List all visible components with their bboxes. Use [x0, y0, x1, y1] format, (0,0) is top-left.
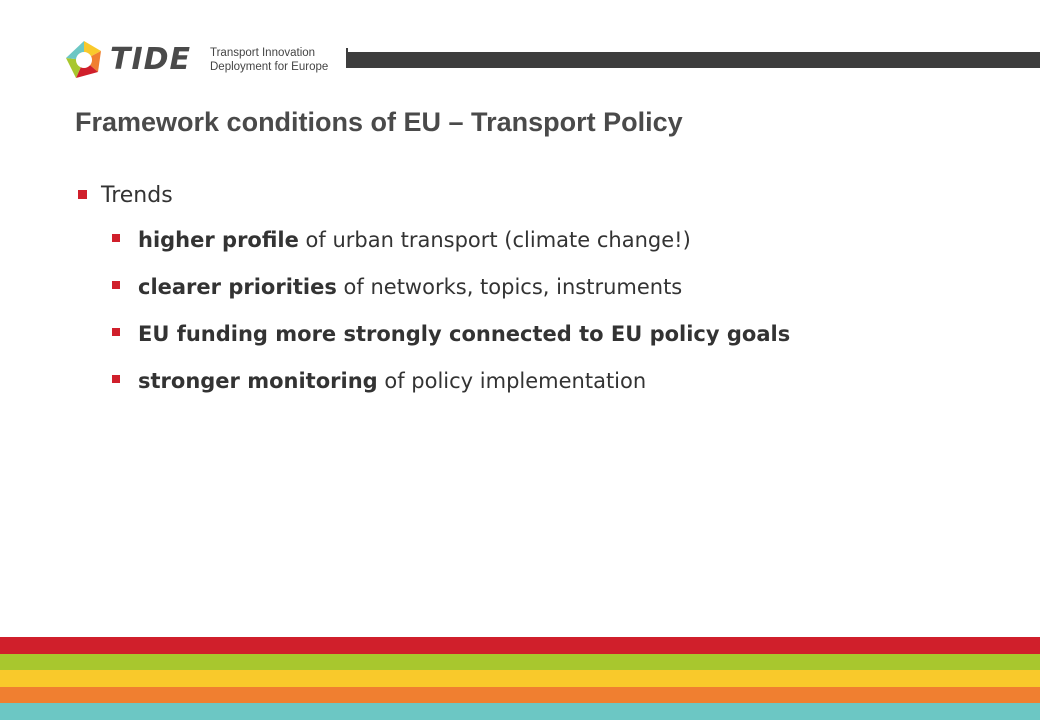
bullet-text: Trends [101, 183, 173, 208]
footer-color-stripes [0, 637, 1040, 720]
bullet-text: of networks, topics, instruments [336, 275, 683, 299]
bullet-bold-text: higher profile [138, 228, 299, 252]
bullet-trends [75, 176, 1015, 220]
square-bullet-icon [112, 234, 120, 242]
logo-tagline-line2: Deployment for Europe [210, 61, 329, 73]
footer-stripe-teal [0, 703, 1040, 720]
bullet-bold-text: clearer priorities [138, 275, 337, 299]
square-bullet-icon [112, 328, 120, 336]
bullet-list [75, 176, 1015, 408]
slide-title: Framework conditions of EU – Transport Policy [75, 107, 683, 137]
sub-bullet-eu-funding [75, 314, 1015, 361]
footer-stripe-green [0, 654, 1040, 671]
bullet-text: of urban transport (climate change!) [298, 228, 691, 252]
footer-stripe-yellow [0, 670, 1040, 687]
tide-logo [62, 38, 352, 82]
bullet-bold-text: EU funding more strongly connected to EU policy goals [138, 322, 791, 346]
bullet-bold-text: stronger monitoring [138, 369, 378, 393]
footer-stripe-red [0, 637, 1040, 654]
sub-bullet-clearer-priorities [75, 267, 1015, 314]
footer-stripe-orange [0, 687, 1040, 704]
sub-bullet-stronger-monitoring [75, 361, 1015, 408]
logo-tagline-line1: Transport Innovation [210, 47, 316, 59]
square-bullet-icon [112, 281, 120, 289]
bullet-text: of policy implementation [377, 369, 647, 393]
logo-tagline [210, 46, 328, 74]
square-bullet-icon [112, 375, 120, 383]
header-bar [346, 52, 1040, 68]
tide-logo-mark-icon [62, 38, 106, 82]
square-bullet-icon [78, 190, 87, 199]
sub-bullet-higher-profile [75, 220, 1015, 267]
logo-wordmark: TIDE [110, 42, 192, 77]
